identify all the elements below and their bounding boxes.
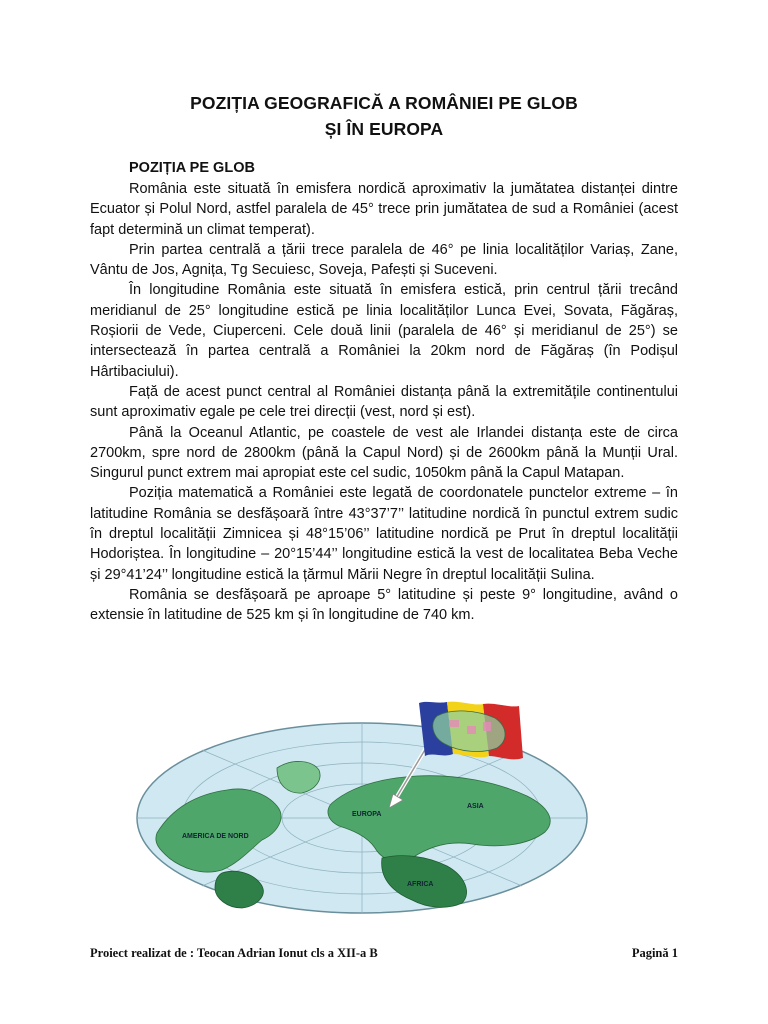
- paragraph: Poziția matematică a României este legată de coordonatele punctelor extreme – în latitudine România se desfășoară între 43°37’7’’ latitudine nordică în punctul extrem sudic în dreptul localității Zimnicea și 48°15’06’’ latitudine nordică pe Prut în dreptul localității Hodoriștea. În longitudine – 20°15’44’’ longitudine estică la vest de localitatea Beba Veche și 29°41’24’’ longitudine estică la țărmul Mării Negre în dreptul localității Sulina.: [90, 485, 678, 583]
- paragraph: Prin partea centrală a țării trece paralela de 46° pe linia localităților Variaș, Zane, Vântu de Jos, Agnița, Tg Secuiesc, Soveja, Pafești și Suceveni.: [90, 241, 678, 279]
- map-label: EUROPA: [352, 811, 382, 818]
- body-text: [90, 179, 678, 626]
- paragraph: Până la Oceanul Atlantic, pe coastele de vest ale Irlandei distanța este de circa 2700km, spre nord de 2800km (până la Capul Nord) și de 2600km până la Munții Ural. Singurul punct extrem mai apropiat este cel sudic, 1050km până la Capul Matapan.: [90, 424, 678, 482]
- paragraph: Față de acest punct central al României distanța până la extremitățile continentului sunt aproximativ egale pe cele trei direcții (vest, nord și est).: [90, 383, 678, 421]
- globe-map-figure: [127, 698, 617, 918]
- paragraph: România este situată în emisfera nordică aproximativ la jumătatea distanței dintre Ecuator și Polul Nord, astfel paralela de 45° trece prin jumătatea de sud a României (acest fapt determină un climat temperat).: [90, 181, 678, 238]
- title-line-2: ȘI ÎN EUROPA: [324, 119, 444, 139]
- paragraph: În longitudine România este situată în emisfera estică, prin centrul țării trecând meridianul de 25° longitudine estică pe linia localităților Lunca Evei, Sovata, Făgăraș, Roșiorii de Vede, Ciuperceni. Cele două linii (paralela de 46° și meridianul de 25°) se intersectează în partea centrală a României la 20km nord de Făgăraș (în Podișul Hârtibaciului).: [90, 282, 678, 380]
- map-label: ASIA: [467, 803, 484, 810]
- romania-flag-icon: [419, 702, 523, 760]
- page-title: [0, 90, 768, 142]
- section-heading: POZIȚIA PE GLOB: [129, 160, 255, 176]
- footer-page-number: Pagină 1: [631, 946, 678, 960]
- paragraph: România se desfășoară pe aproape 5° latitudine și peste 9° longitudine, având o extensie în latitudine de 525 km și în longitudine de 740 km.: [90, 586, 678, 624]
- map-label: AFRICA: [407, 881, 434, 888]
- title-line-1: POZIȚIA GEOGRAFICĂ A ROMÂNIEI PE GLOB: [190, 93, 578, 113]
- map-label: AMERICA DE NORD: [182, 833, 249, 840]
- footer-author: Proiect realizat de : Teocan Adrian Ionut cls a XII-a B: [90, 946, 378, 960]
